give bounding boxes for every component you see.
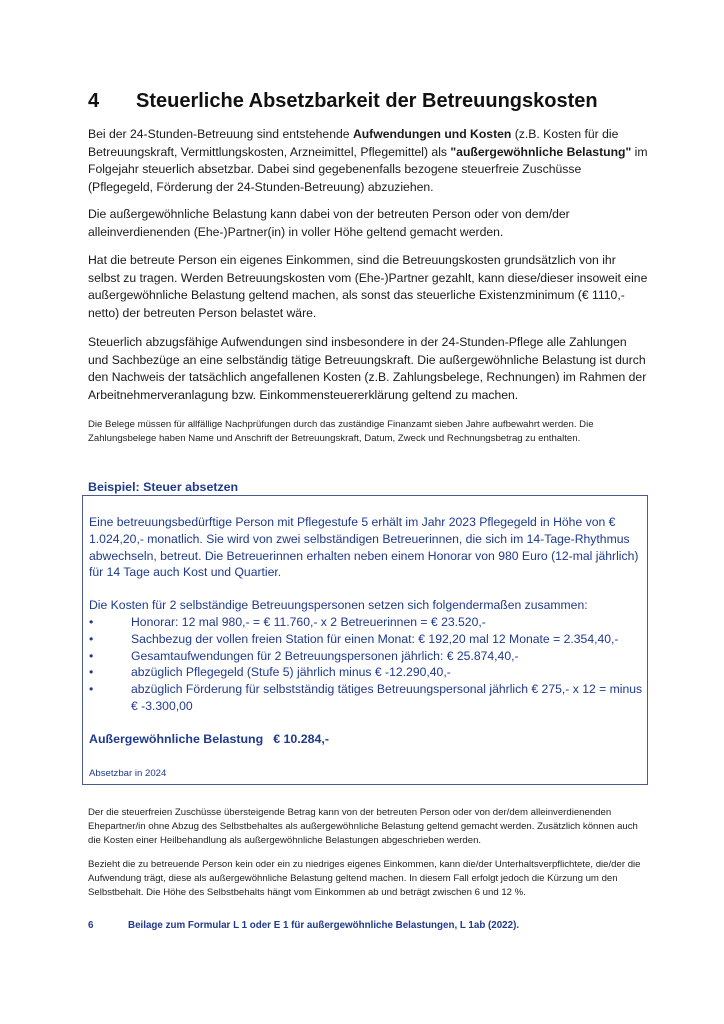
example-intro: Eine betreuungsbedürftige Person mit Pflegestufe 5 erhält im Jahr 2023 Pflegegeld in Höhe von € 1.024,20,- monatlich. Sie wird von zwei selbständigen Betreuerinnen, die sich im 14-Tage-Rhythmus abwechseln, betreut. Die Betreuerinnen erhalten neben einem Honorar von 980 Euro (12-mal jährlich) für 14 Tage auch Kost und Quartier. (89, 515, 639, 580)
page-footer (88, 920, 519, 931)
p5-text: Die Belege müssen für allfällige Nachprüfungen durch das zuständige Finanzamt sieben Jahre aufbewahrt werden. Die Zahlungsbelege haben Name und Anschrift der Betreuungskraft, Datum, Zweck und Rechnungsbetrag zu enthalten. (88, 419, 594, 445)
list-item (89, 681, 643, 715)
example-title: Beispiel: Steuer absetzen (88, 480, 239, 494)
bullet-icon: • (89, 682, 94, 697)
bullet-icon: • (89, 665, 94, 680)
p1-text-e: im Folgejahr steuerlich absetzbar. Dabei sind gegebenenfalls bezogene steuerfreie Zuschüsse (Pflegegeld, Förderung der 24-Stunden-Betreuung) abzuziehen. (88, 144, 648, 194)
section-title: Steuerliche Absetzbarkeit der Betreuungskosten (136, 90, 598, 112)
example-result (89, 731, 643, 748)
section-number: 4 (88, 90, 100, 112)
p7-text: Bezieht die zu betreuende Person kein oder ein zu niedriges eigenes Einkommen, kann die/der Unterhaltsverpflichtete, die/der die Aufwendung trägt, diese als außergewöhnliche Belastung geltend machen. In diesem Fall erfolgt jedoch die Kürzung um den Selbstbehalt. Die Höhe des Selbstbehalts hängt vom Einkommen ab und beträgt zwischen 6 und 12 %. (88, 859, 641, 899)
footer-text: Beilage zum Formular L 1 oder E 1 für außergewöhnliche Belastungen, L 1ab (2022). (128, 920, 520, 931)
paragraph-partner (88, 206, 648, 241)
p2-text: Die außergewöhnliche Belastung kann dabei von der betreuten Person oder von dem/der alleinverdienenden (Ehe-)Partner(in) in voller Höhe geltend gemacht werden. (88, 207, 570, 239)
list-item (89, 648, 643, 665)
p6-text: Der die steuerfreien Zuschüsse übersteigende Betrag kann von der betreuten Person oder von der/dem alleinverdienenden Ehepartner/in ohne Abzug des Selbstbehaltes als außergewöhnliche Belastung geltend gemacht werden. Zusätzlich können auch die Kosten einer Heilbehandlung als außergewöhnliche Belastungen abgeschrieben werden. (88, 807, 638, 847)
paragraph-selfretention (88, 858, 648, 901)
p1-bold-burden: "außergewöhnliche Belastung" (450, 144, 632, 159)
example-box (82, 495, 648, 785)
bullet-icon: • (89, 614, 94, 629)
bullet-icon: • (89, 631, 94, 646)
example-cost-list (89, 614, 643, 715)
example-costs-intro: Die Kosten für 2 selbständige Betreuungspersonen setzen sich folgendermaßen zusammen: (89, 598, 588, 613)
list-item (89, 631, 643, 648)
paragraph-costs (88, 126, 648, 196)
paragraph-income (88, 252, 648, 322)
result-label: Außergewöhnliche Belastung (89, 731, 264, 746)
example-content (89, 514, 643, 782)
bullet-icon: • (89, 648, 94, 663)
p4-text: Steuerlich abzugsfähige Aufwendungen sind insbesondere in der 24-Stunden-Pflege alle Zahlungen und Sachbezüge an eine selbständig tätige Betreuungskraft. Die außergewöhnliche Belastung ist durch den Nachweis der tatsächlich angefallenen Kosten (z.B. Zahlungsbelege, Rechnungen) im Rahmen der Arbeitnehmerveranlagung bzw. Einkommensteuererklärung geltend zu machen. (88, 335, 647, 402)
p1-bold-costs: Aufwendungen und Kosten (352, 127, 512, 141)
p3-text: Hat die betreute Person ein eigenes Einkommen, sind die Betreuungskosten grundsätzlich von ihr selbst zu tragen. Werden Betreuungskosten vom (Ehe-)Partner gezahlt, kann diese/dieser insoweit eine außergewöhnliche Belastung geltend machen, als sonst das steuerliche Existenzminimum (€ 1110,- netto) der betreuten Person belastet wäre. (88, 253, 648, 320)
cost-item-text: Gesamtaufwendungen für 2 Betreuungspersonen jährlich: € 25.874,40,- (131, 648, 519, 663)
p1-text-c: (z.B. Kosten für die Betreuungskraft, Vermittlungskosten, Arzneimittel, Pflegemittel) als (88, 127, 619, 159)
cost-item-text: abzüglich Pflegegeld (Stufe 5) jährlich minus € -12.290,40,- (131, 665, 451, 680)
cost-item-text: Sachbezug der vollen freien Station für einen Monat: € 192,20 mal 12 Monate = 2.354,40,- (131, 631, 619, 646)
paragraph-deductible (88, 334, 648, 404)
page-number: 6 (88, 920, 94, 931)
deductible-note: Absetzbar in 2024 (89, 767, 167, 779)
section-heading (88, 90, 648, 113)
paragraph-excess (88, 806, 648, 849)
cost-item-text: abzüglich Förderung für selbstständig tätiges Betreuungspersonal jährlich € 275,- x 12 = minus € -3.300,00 (131, 682, 643, 713)
p1-text-a: Bei der 24-Stunden-Betreuung sind entstehende (88, 127, 353, 141)
paragraph-receipts (88, 418, 648, 446)
list-item (89, 664, 643, 681)
cost-item-text: Honorar: 12 mal 980,- = € 11.760,- x 2 Betreuerinnen = € 23.520,- (131, 614, 486, 629)
result-amount: € 10.284,- (273, 731, 329, 746)
list-item (89, 614, 643, 631)
